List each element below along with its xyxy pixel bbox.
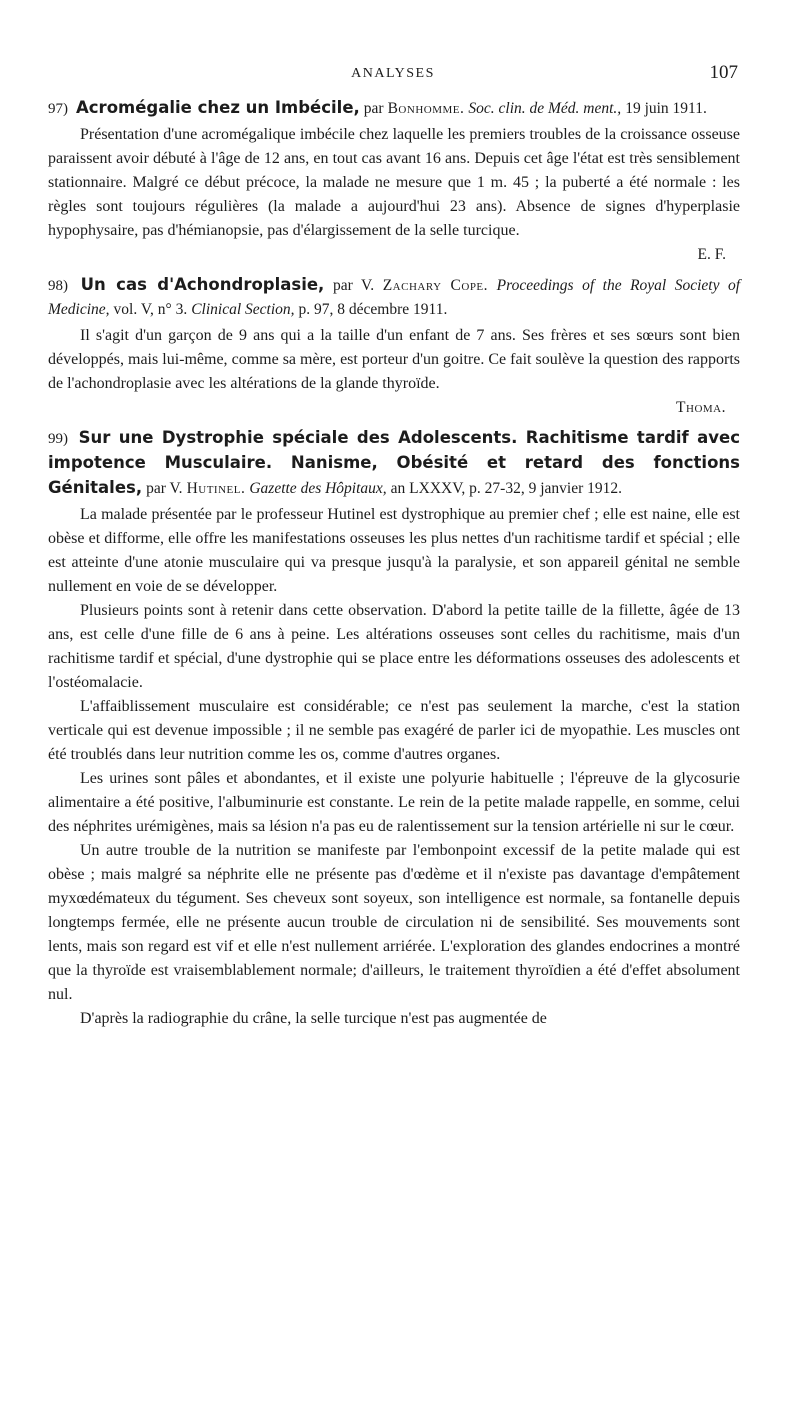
citation-volume: vol. V, n° 3. <box>113 301 188 318</box>
citation-date: p. 97, 8 décembre 1911. <box>298 301 448 318</box>
article-title: Sur une Dystrophie spéciale des Adolescents. Rachitisme tardif avec impotence Musculaire. Nanisme, Obésité et retard des fonctions Génitales, <box>48 428 740 497</box>
page-number: 107 <box>709 62 738 83</box>
citation-journal: Proceedings of the Royal Society of Medicine, <box>48 277 741 318</box>
article-paragraph: Un autre trouble de la nutrition se manifeste par l'embonpoint excessif de la petite malade qui est obèse ; mais malgré sa néphrite elle ne présente pas d'œdème et il n'existe pas davantage d'empâtement myxœdémateux du tégument. Ses cheveux sont soyeux, son intelligence est normale, sa fontanelle depuis longtemps fermée, elle ne présente aucun trouble de circulation ni de sensibilité. Ses mouvements sont lents, mais son regard est vif et elle n'est nullement arriérée. L'exploration des glandes endocrines a montré que la thyroïde est vraisemblablement normale; d'ailleurs, le traitement thyroïdien a été d'effet absolument nul. <box>48 842 740 1003</box>
article-paragraph: La malade présentée par le professeur Hutinel est dystrophique au premier chef ; elle est naine, elle est obèse et difforme, elle offre les manifestations osseuses les plus nettes d'un rachitisme tardif et spécial ; elle est atteinte d'une atonie musculaire qui va presque jusqu'à la paralysie, et son appareil génital ne semble nullement en voie de se développer. <box>48 506 740 595</box>
article-signature: Thoma. <box>676 399 726 416</box>
article-number: 98) <box>48 278 68 294</box>
article-paragraph: L'affaiblissement musculaire est considérable; ce n'est pas seulement la marche, c'est la station verticale qui est devenue impossible ; il ne semble pas exagéré de parler ici de myopathie. Les muscles ont été troublés dans leur nutrition comme les os, comme d'autres organes. <box>48 698 740 763</box>
article-paragraph: Les urines sont pâles et abondantes, et il existe une polyurie habituelle ; l'épreuve de la glycosurie alimentaire a été positive, l'albuminurie est constante. Le rein de la petite malade rappelle, en somme, celui des néphrites urémigènes, mais sa lésion n'a pas eu de ralentissement sur la tension artérielle ni sur le cœur. <box>48 770 740 835</box>
citation-prefix: par <box>363 100 384 117</box>
citation-date: 19 juin 1911. <box>625 100 707 117</box>
article-heading <box>48 96 740 121</box>
citation-prefix: par V. <box>332 277 375 294</box>
article-author: Hutinel. <box>186 480 246 497</box>
article-paragraph: Il s'agit d'un garçon de 9 ans qui a la taille d'un enfant de 7 ans. Ses frères et ses sœurs sont bien développés, mais lui-même, comme sa mère, est porteur d'un goitre. Ce fait soulève la question des rapports de l'achondroplasie avec les altérations de la glande thyroïde. <box>48 327 740 392</box>
article-signature: E. F. <box>697 246 726 263</box>
article-author: Zachary Cope. <box>382 277 489 294</box>
article-column <box>48 96 740 1037</box>
citation-prefix: par V. <box>146 480 183 497</box>
article-heading <box>48 273 740 322</box>
article-author: Bonhomme. <box>387 100 465 117</box>
article-98 <box>48 273 740 420</box>
article-number: 97) <box>48 101 68 117</box>
citation-journal: Gazette des Hôpitaux, <box>249 480 387 497</box>
running-title: ANALYSES <box>351 66 435 81</box>
article-paragraph: Plusieurs points sont à retenir dans cette observation. D'abord la petite taille de la fillette, âgée de 13 ans, est celle d'une fille de 6 ans à peine. Les altérations osseuses sont celles du rachitisme, mais d'un rachitisme tardif et spécial, d'une dystrophie qui se place entre les déformations osseuses des adolescents et l'ostéomalacie. <box>48 602 740 691</box>
article-paragraph: D'après la radiographie du crâne, la selle turcique n'est pas augmentée de <box>80 1010 547 1027</box>
citation-date: an LXXXV, p. 27-32, 9 janvier 1912. <box>390 480 622 497</box>
article-title: Acromégalie chez un Imbécile, <box>76 98 360 117</box>
article-97 <box>48 96 740 267</box>
article-number: 99) <box>48 431 68 447</box>
citation-journal: Soc. clin. de Méd. ment., <box>468 100 622 117</box>
article-heading <box>48 426 740 501</box>
article-99 <box>48 426 740 1031</box>
article-title: Un cas d'Achondroplasie, <box>80 275 325 294</box>
page-header <box>48 62 738 86</box>
article-paragraph: Présentation d'une acromégalique imbécile chez laquelle les premiers troubles de la croissance osseuse paraissent avoir débuté à l'âge de 12 ans, en tout cas avant 16 ans. Depuis cet âge l'état est très sensiblement stationnaire. Malgré ce début précoce, la malade ne mesure que 1 m. 45 ; la puberté a été normale : les règles sont toujours régulières (la malade a aujourd'hui 23 ans). Absence de signes d'hyperplasie hypophysaire, pas d'hémianopsie, pas d'élargissement de la selle turcique. <box>48 126 740 239</box>
citation-section: Clinical Section, <box>191 301 295 318</box>
